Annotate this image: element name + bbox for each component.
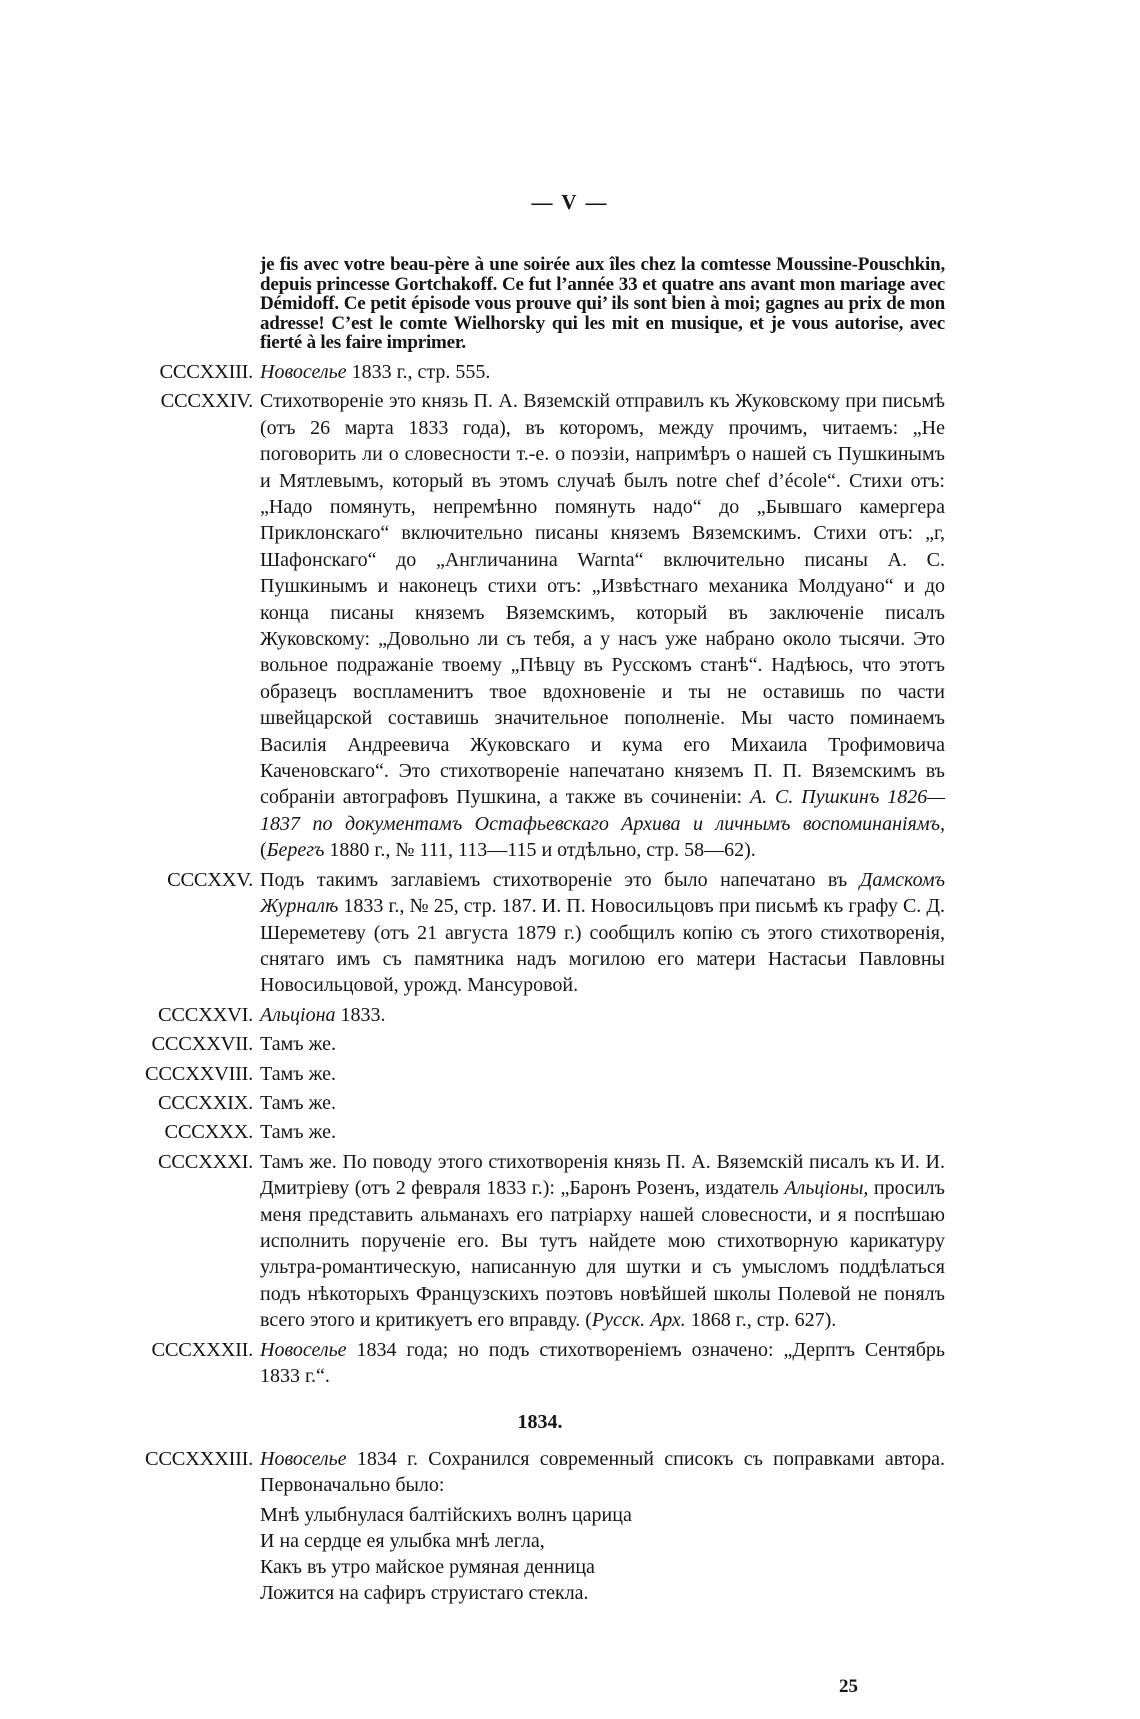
entry-italic: Альціоны,	[784, 1177, 869, 1200]
entry-number: CCCXXVI.	[158, 1003, 253, 1026]
entry-plain: 1880 г., № 111, 113—115 и отдѣльно, стр. 58—62).	[324, 839, 756, 862]
entry-plain: Подъ такимъ заглавіемъ стихотвореніе это было напечатано въ	[260, 868, 860, 891]
note-entry-cccxxvi	[95, 1002, 945, 1028]
entry-plain: 1834 года; но подъ стихотвореніемъ означено: „Дерптъ Сентябрь 1833 г.“.	[260, 1338, 945, 1387]
note-entry-cccxxx	[95, 1119, 945, 1145]
entry-number: CCCXXXIII.	[144, 1447, 253, 1470]
note-entry-cccxxv	[95, 867, 945, 999]
entry-italic: Новоселье	[260, 360, 347, 383]
note-entry-cccxxiv	[95, 388, 945, 863]
entry-plain: 1833 г., № 25, стр. 187. И. П. Новосильцовъ при письмѣ къ графу С. Д. Шереметеву (отъ 21 августа 1879 г.) сообщилъ копію съ этого стихотворенія, снятаго имъ съ памятника надъ могилою его матери Настасьи Павловны Новосильцовой, урожд. Мансуровой.	[260, 895, 945, 997]
verse-line: И на сердце ея улыбка мнѣ легла,	[260, 1529, 545, 1552]
entry-text	[260, 1446, 945, 1499]
entry-italic: Русск. Арх.	[591, 1309, 686, 1332]
entry-number: CCCXXXI.	[158, 1150, 253, 1173]
entry-italic: Берегъ	[266, 839, 325, 862]
entry-number: CCCXXXII.	[151, 1338, 253, 1361]
entry-plain: Стихотвореніе это князь П. А. Вяземскій отправилъ къ Жуковскому при письмѣ (отъ 26 марта 1833 года), въ которомъ, между прочимъ, читаемъ: „Не поговорить ли о словесности т.-е. о поэзіи, напримѣръ о нашей съ Пушкинымъ и Мятлевымъ, который въ этомъ случаѣ былъ notre chef d’école“. Стихи отъ: „Надо помянуть, непремѣнно помянуть надо“ до „Бывшаго камергера Приклонскаго“ включительно писаны княземъ Вяземскимъ. Стихи отъ: „г, Шафонскаго“ до „Англичанина Warnta“ включительно писаны А. С. Пушкинымъ и наконецъ стихи отъ: „Извѣстнаго механика Молдуано“ и до конца писаны княземъ Вяземскимъ, который въ заключеніе писалъ Жуковскому: „Довольно ли съ тебя, а у насъ уже набрано около тысячи. Это вольное подражаніе твоему „Пѣвцу въ Русскомъ станѣ“. Надѣюсь, что этотъ образецъ воспламенитъ твое вдохновеніе и ты не оставишь по части швейцарской составишь значительное пополненіе. Мы часто поминаемъ Василія Андреевича Жуковскаго и кума его Михаила Трофимовича Каченовскаго“. Это стихотвореніе напечатано княземъ П. П. Вяземскимъ въ собраніи автографовъ Пушкина, а также въ сочиненіи:	[260, 390, 945, 809]
entry-number: CCCXXV.	[167, 868, 253, 891]
entry-italic: Дамскомъ Журналѣ	[260, 868, 945, 918]
entry-number: CCCXXVIII.	[144, 1062, 253, 1085]
entry-text	[260, 1337, 945, 1390]
verse-line: Мнѣ улыбнулася балтійскихъ волнъ царица	[260, 1503, 632, 1526]
note-entry-cccxxix	[95, 1090, 945, 1116]
entry-text: Тамъ же.	[260, 1033, 337, 1056]
entry-text	[260, 359, 945, 385]
entry-text: Тамъ же.	[260, 1121, 337, 1144]
note-entry-cccxxviii	[95, 1061, 945, 1087]
note-entry-cccxxvii	[95, 1031, 945, 1057]
entry-plain: Тамъ же. По поводу этого стихотворенія князь П. А. Вяземскій писалъ къ И. И. Дмитріеву (отъ 2 февраля 1833 г.): „Баронъ Розенъ, издатель	[260, 1150, 945, 1200]
page-header: — V —	[531, 190, 609, 214]
verse-line: Ложится на сафиръ струистаго стекла.	[260, 1581, 589, 1604]
year-heading: 1834.	[517, 1411, 563, 1434]
entry-plain: 1834 г. Сохранился современный списокъ съ поправками автора. Первоначально было:	[260, 1447, 945, 1497]
note-entry-cccxxiii	[95, 359, 945, 385]
entry-plain: (	[260, 839, 267, 862]
entry-number: CCCXXIII.	[159, 360, 253, 383]
entry-italic: А. С. Пушкинъ 1826—1837 по документамъ Остафьевскаго Архива и личнымъ воспоминаніямъ,	[260, 786, 945, 835]
verse-line: Какъ въ утро майское румяная денница	[260, 1555, 595, 1578]
page-content	[95, 255, 945, 1606]
page-number: 25	[839, 1676, 858, 1697]
entry-text: Тамъ же.	[260, 1091, 337, 1114]
entry-italic: Альціона	[260, 1003, 336, 1026]
entry-plain: 1833.	[335, 1003, 386, 1026]
entry-number: CCCXXX.	[164, 1121, 253, 1144]
entry-plain: 1833 г., стр. 555.	[346, 360, 491, 383]
entry-text	[260, 1002, 945, 1028]
entry-text	[260, 867, 945, 999]
entry-number: CCCXXIX.	[158, 1091, 253, 1114]
note-entry-cccxxxi	[95, 1149, 945, 1334]
entry-italic: Новоселье	[260, 1338, 347, 1361]
french-quotation: je fis avec votre beau-père à une soirée aux îles chez la comtesse Moussine-Pouschkin, depuis princesse Gortchakoff. Ce fut l’année 33 et quatre ans avant mon mariage avec Démidoff. Ce petit épisode vous prouve qui’ ils sont bien à moi; gagnes au prix de mon adresse! C’est le comte Wielhorsky qui les mit en musique, et je vous autorise, avec fierté à les faire imprimer.	[260, 254, 945, 354]
verse-block	[260, 1502, 945, 1606]
note-entry-cccxxxiii	[95, 1446, 945, 1499]
entry-text: Тамъ же.	[260, 1062, 337, 1085]
note-entry-cccxxxii	[95, 1337, 945, 1390]
entry-plain: 1868 г., стр. 627).	[685, 1309, 837, 1332]
entry-plain: просилъ меня представить альманахъ его патріарху нашей словесности, и я поспѣшаю исполнить порученіе его. Вы тутъ найдете мою стихотворную карикатуру ультра-романтическую, написанную для шутки и съ умысломъ поддѣлаться подъ нѣкоторыхъ Французскихъ поэтовъ новѣйшей школы Полевой не понялъ всего этого и критикуетъ его вправду. (	[260, 1177, 946, 1332]
entry-text	[260, 388, 945, 863]
entry-number: CCCXXVII.	[151, 1033, 253, 1056]
entry-number: CCCXXIV.	[160, 390, 253, 413]
entry-text	[260, 1149, 945, 1334]
entry-italic: Новоселье	[260, 1447, 347, 1470]
